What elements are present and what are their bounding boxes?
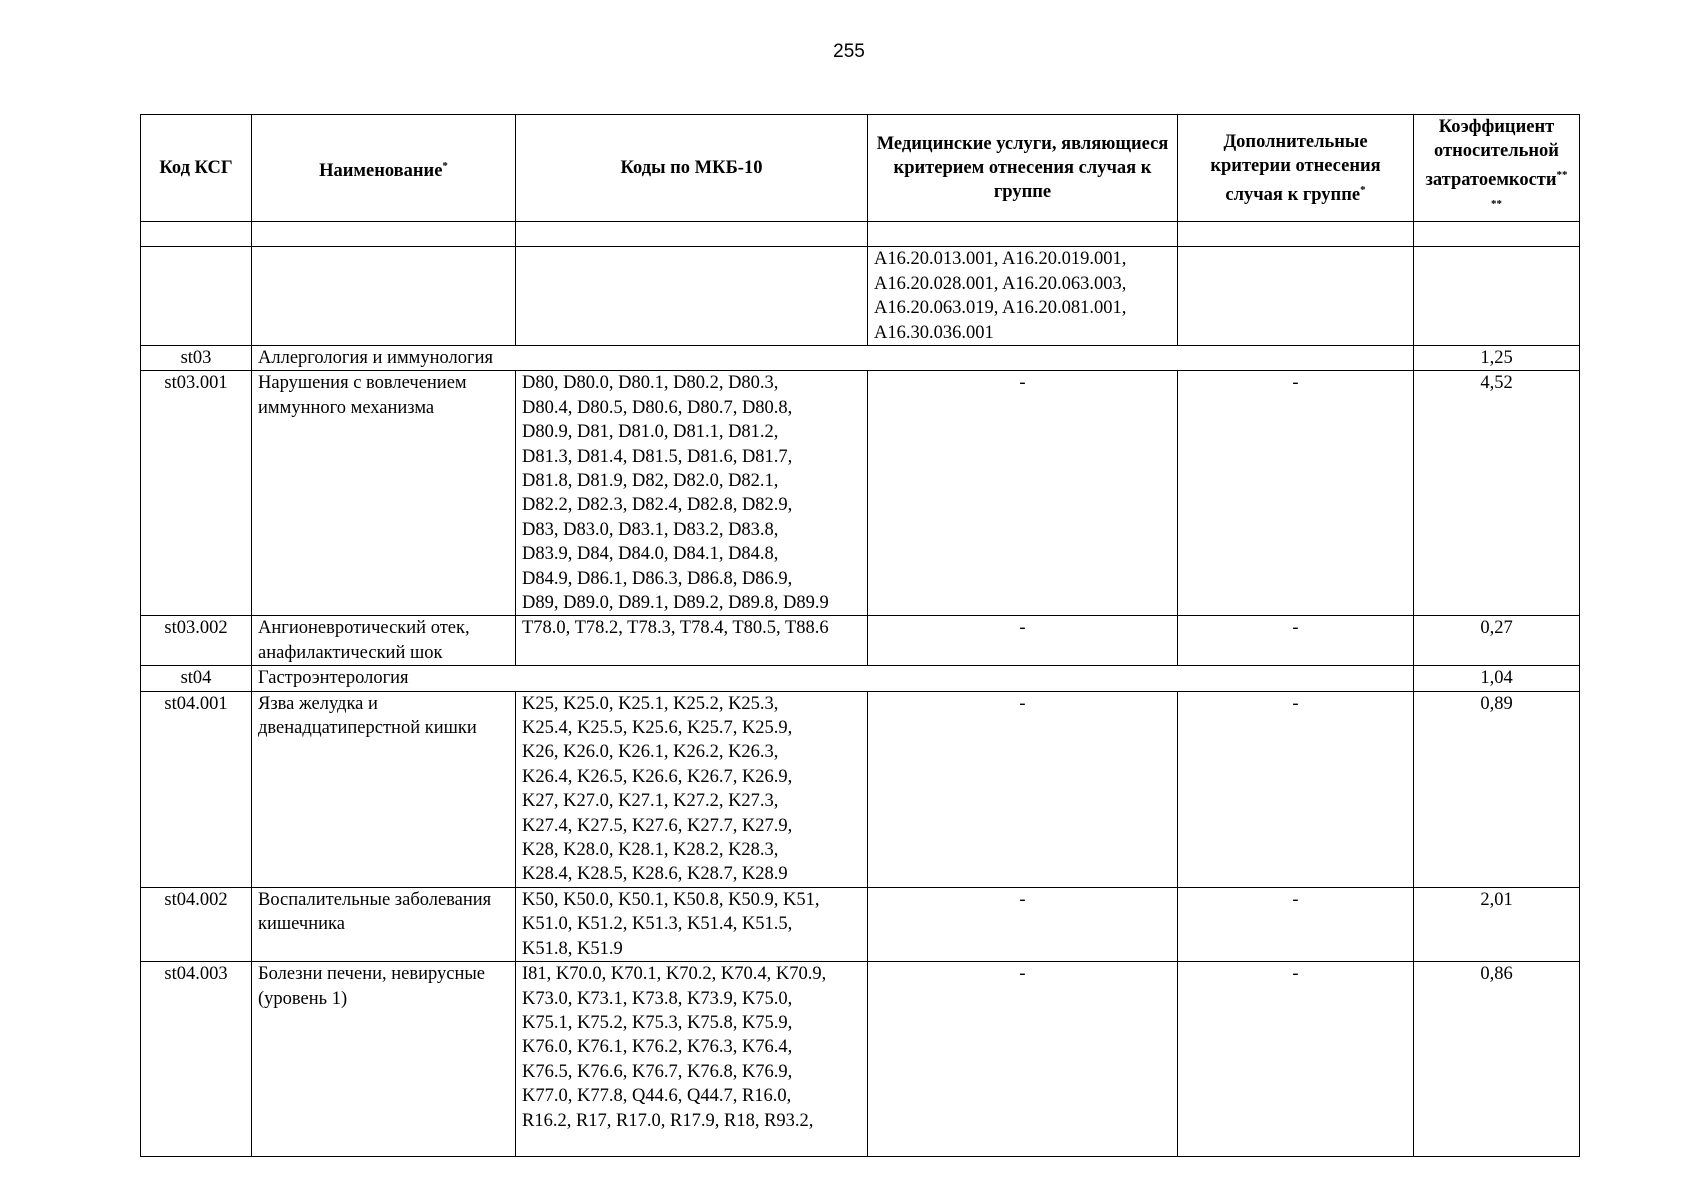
- row-extra: -: [1178, 616, 1414, 666]
- row-extra: -: [1178, 691, 1414, 887]
- row-code: st04.003: [141, 962, 252, 1157]
- continuation-row: [141, 247, 1580, 346]
- table-row: [141, 691, 1580, 887]
- row-name: Ангионевротический отек, анафилактический шок: [252, 616, 516, 666]
- row-coef: 0,27: [1414, 616, 1580, 666]
- group-coef: 1,04: [1414, 666, 1580, 691]
- group-row: [141, 666, 1580, 691]
- spacer-row: [141, 222, 1580, 247]
- table-row: [141, 371, 1580, 616]
- ksg-table: [140, 114, 1580, 1157]
- row-name: Нарушения с вовлечением иммунного механизма: [252, 371, 516, 616]
- continuation-services: A16.20.013.001, A16.20.019.001, A16.20.028.001, A16.20.063.003, A16.20.063.019, A16.20.081.001, A16.30.036.001: [868, 247, 1178, 346]
- group-code: st04: [141, 666, 252, 691]
- row-mkb-codes: T78.0, T78.2, T78.3, T78.4, T80.5, T88.6: [516, 616, 868, 666]
- table-row: [141, 962, 1580, 1157]
- row-coef: 2,01: [1414, 887, 1580, 961]
- header-name: Наименование*: [252, 115, 516, 222]
- header-services: Медицинские услуги, являющиеся критерием отнесения случая к группе: [868, 115, 1178, 222]
- group-coef: 1,25: [1414, 345, 1580, 370]
- row-mkb-codes: D80, D80.0, D80.1, D80.2, D80.3, D80.4, D80.5, D80.6, D80.7, D80.8, D80.9, D81, D81.0, D81.1, D81.2, D81.3, D81.4, D81.5, D81.6, D81.7, D81.8, D81.9, D82, D82.0, D82.1, D82.2, D82.3, D82.4, D82.8, D82.9, D83, D83.0, D83.1, D83.2, D83.8, D83.9, D84, D84.0, D84.1, D84.8, D84.9, D86.1, D86.3, D86.8, D86.9, D89, D89.0, D89.1, D89.2, D89.8, D89.9: [516, 371, 868, 616]
- row-extra: -: [1178, 371, 1414, 616]
- row-coef: 0,89: [1414, 691, 1580, 887]
- row-extra: -: [1178, 887, 1414, 961]
- row-services: -: [868, 887, 1178, 961]
- row-code: st03.002: [141, 616, 252, 666]
- row-mkb-codes: K25, K25.0, K25.1, K25.2, K25.3, K25.4, K25.5, K25.6, K25.7, K25.9, K26, K26.0, K26.1, K26.2, K26.3, K26.4, K26.5, K26.6, K26.7, K26.9, K27, K27.0, K27.1, K27.2, K27.3, K27.4, K27.5, K27.6, K27.7, K27.9, K28, K28.0, K28.1, K28.2, K28.3, K28.4, K28.5, K28.6, K28.7, K28.9: [516, 691, 868, 887]
- row-coef: 0,86: [1414, 962, 1580, 1157]
- group-row: [141, 345, 1580, 370]
- group-name: Гастроэнтерология: [252, 666, 1414, 691]
- row-mkb-codes: K50, K50.0, K50.1, K50.8, K50.9, K51, K51.0, K51.2, K51.3, K51.4, K51.5, K51.8, K51.9: [516, 887, 868, 961]
- row-services: -: [868, 691, 1178, 887]
- group-code: st03: [141, 345, 252, 370]
- page-number: 255: [833, 41, 865, 62]
- table-header-row: [141, 115, 1580, 222]
- header-extra-criteria: Дополнительные критерии отнесения случая к группе*: [1178, 115, 1414, 222]
- header-code: Код КСГ: [141, 115, 252, 222]
- table-row: [141, 616, 1580, 666]
- header-coefficient: Коэффициент относительной затратоемкости** **: [1414, 115, 1580, 222]
- header-mkb-codes: Коды по МКБ-10: [516, 115, 868, 222]
- row-name: Язва желудка и двенадцатиперстной кишки: [252, 691, 516, 887]
- group-name: Аллергология и иммунология: [252, 345, 1414, 370]
- row-extra: -: [1178, 962, 1414, 1157]
- row-code: st04.001: [141, 691, 252, 887]
- table-row: [141, 887, 1580, 961]
- row-coef: 4,52: [1414, 371, 1580, 616]
- row-mkb-codes: I81, K70.0, K70.1, K70.2, K70.4, K70.9, K73.0, K73.1, K73.8, K73.9, K75.0, K75.1, K75.2, K75.3, K75.8, K75.9, K76.0, K76.1, K76.2, K76.3, K76.4, K76.5, K76.6, K76.7, K76.8, K76.9, K77.0, K77.8, Q44.6, Q44.7, R16.0, R16.2, R17, R17.0, R17.9, R18, R93.2,: [516, 962, 868, 1157]
- row-services: -: [868, 371, 1178, 616]
- row-services: -: [868, 616, 1178, 666]
- row-code: st03.001: [141, 371, 252, 616]
- row-name: Болезни печени, невирусные (уровень 1): [252, 962, 516, 1157]
- row-name: Воспалительные заболевания кишечника: [252, 887, 516, 961]
- row-services: -: [868, 962, 1178, 1157]
- row-code: st04.002: [141, 887, 252, 961]
